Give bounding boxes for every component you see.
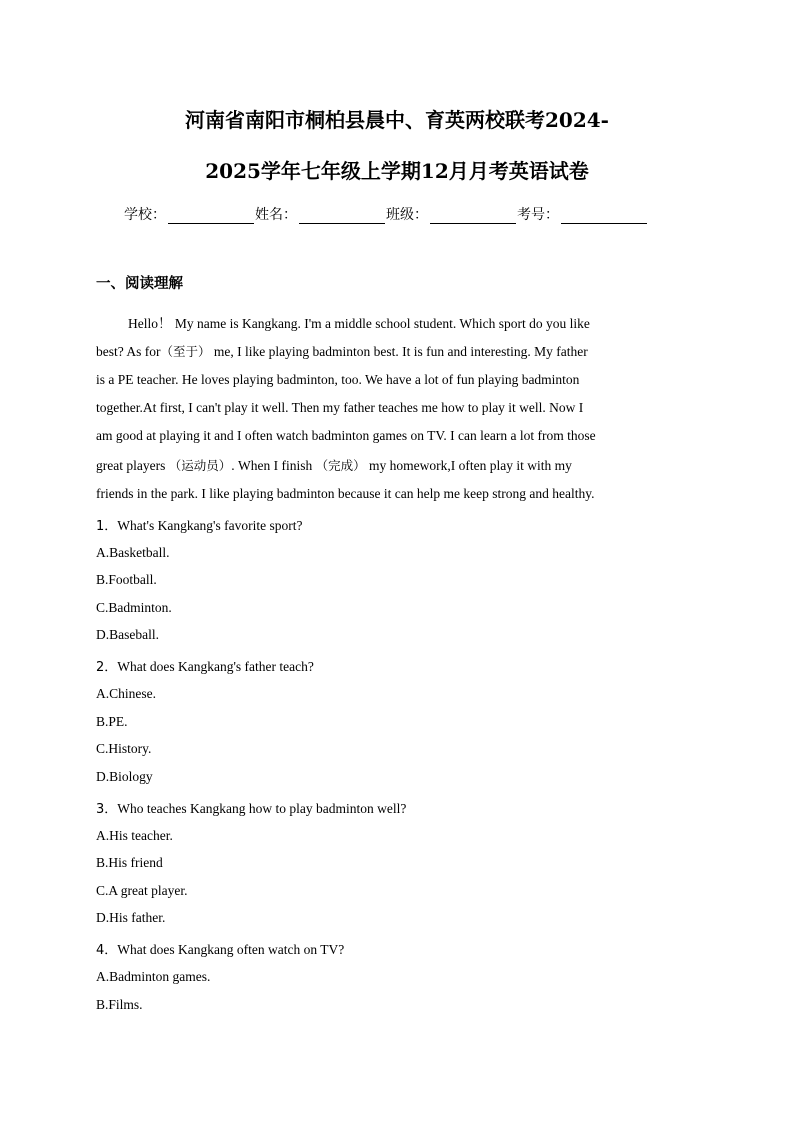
- passage-line: [96, 342, 696, 360]
- passage-text: me, I like playing badminton best. It is fun and interesting. My father: [210, 344, 588, 359]
- passage-text: friends in the park. I like playing badminton because it can help me keep strong and healthy.: [96, 486, 595, 501]
- question-number: 1．: [96, 519, 118, 534]
- option-1a[interactable]: A.Basketball.: [96, 545, 170, 560]
- exam-number-label: 考号：: [517, 207, 559, 223]
- question-2: [96, 656, 314, 675]
- exam-title-line-1: 河南省南阳市桐柏县晨中、育英两校联考2024-: [185, 108, 609, 132]
- class-label: 班级：: [386, 207, 428, 223]
- option-1b[interactable]: B.Football.: [96, 572, 157, 587]
- question-number: 4．: [96, 943, 118, 958]
- passage-line: [128, 312, 728, 332]
- passage-line: [96, 428, 696, 444]
- passage-line: [96, 400, 696, 416]
- passage-text: best? As for: [96, 344, 161, 359]
- question-text: What's Kangkang's favorite sport?: [117, 518, 303, 533]
- option-3d[interactable]: D.His father.: [96, 910, 166, 925]
- passage-text: is a PE teacher. He loves playing badminton, too. We have a lot of fun playing badminton: [96, 372, 580, 387]
- question-1: [96, 515, 302, 534]
- exam-number-blank[interactable]: [561, 207, 647, 224]
- class-blank[interactable]: [430, 207, 516, 224]
- question-text: Who teaches Kangkang how to play badminton well?: [117, 801, 407, 816]
- option-4a[interactable]: A.Badminton games.: [96, 969, 211, 984]
- school-label: 学校：: [124, 207, 166, 223]
- passage-text: great players: [96, 458, 169, 473]
- option-2a[interactable]: A.Chinese.: [96, 686, 156, 701]
- passage-text: together.At first, I can't play it well. Then my father teaches me how to play it well. Now I: [96, 400, 584, 415]
- name-label: 姓名：: [255, 207, 297, 223]
- passage-text: Hello！ My name is Kangkang. I'm a middle school student. Which sport do you like: [128, 316, 590, 331]
- passage-gloss: （运动员）: [168, 458, 232, 473]
- option-3c[interactable]: C.A great player.: [96, 883, 188, 898]
- passage-line: [96, 372, 696, 388]
- option-3a[interactable]: A.His teacher.: [96, 828, 173, 843]
- passage-text: my homework,I often play it with my: [365, 458, 572, 473]
- passage-line: [96, 486, 696, 502]
- name-blank[interactable]: [299, 207, 385, 224]
- question-number: 2．: [96, 660, 118, 675]
- school-blank[interactable]: [168, 207, 254, 224]
- question-number: 3．: [96, 802, 118, 817]
- section-heading: 一、阅读理解: [96, 276, 183, 292]
- option-1c[interactable]: C.Badminton.: [96, 600, 172, 615]
- option-2c[interactable]: C.History.: [96, 741, 152, 756]
- option-1d[interactable]: D.Baseball.: [96, 627, 159, 642]
- question-4: [96, 939, 344, 958]
- option-2b[interactable]: B.PE.: [96, 714, 128, 729]
- option-2d[interactable]: D.Biology: [96, 769, 153, 784]
- question-text: What does Kangkang's father teach?: [117, 659, 314, 674]
- passage-gloss: （至于）: [160, 344, 211, 359]
- option-4b[interactable]: B.Films.: [96, 997, 143, 1012]
- student-info-row: [124, 204, 648, 224]
- question-text: What does Kangkang often watch on TV?: [117, 942, 345, 957]
- option-3b[interactable]: B.His friend: [96, 855, 163, 870]
- passage-gloss: （完成）: [315, 458, 366, 473]
- question-3: [96, 798, 406, 817]
- passage-text: am good at playing it and I often watch badminton games on TV. I can learn a lot from those: [96, 428, 596, 443]
- passage-text: . When I finish: [231, 458, 316, 473]
- passage-line: [96, 456, 696, 474]
- exam-title-line-2: 2025学年七年级上学期12月月考英语试卷: [205, 159, 589, 183]
